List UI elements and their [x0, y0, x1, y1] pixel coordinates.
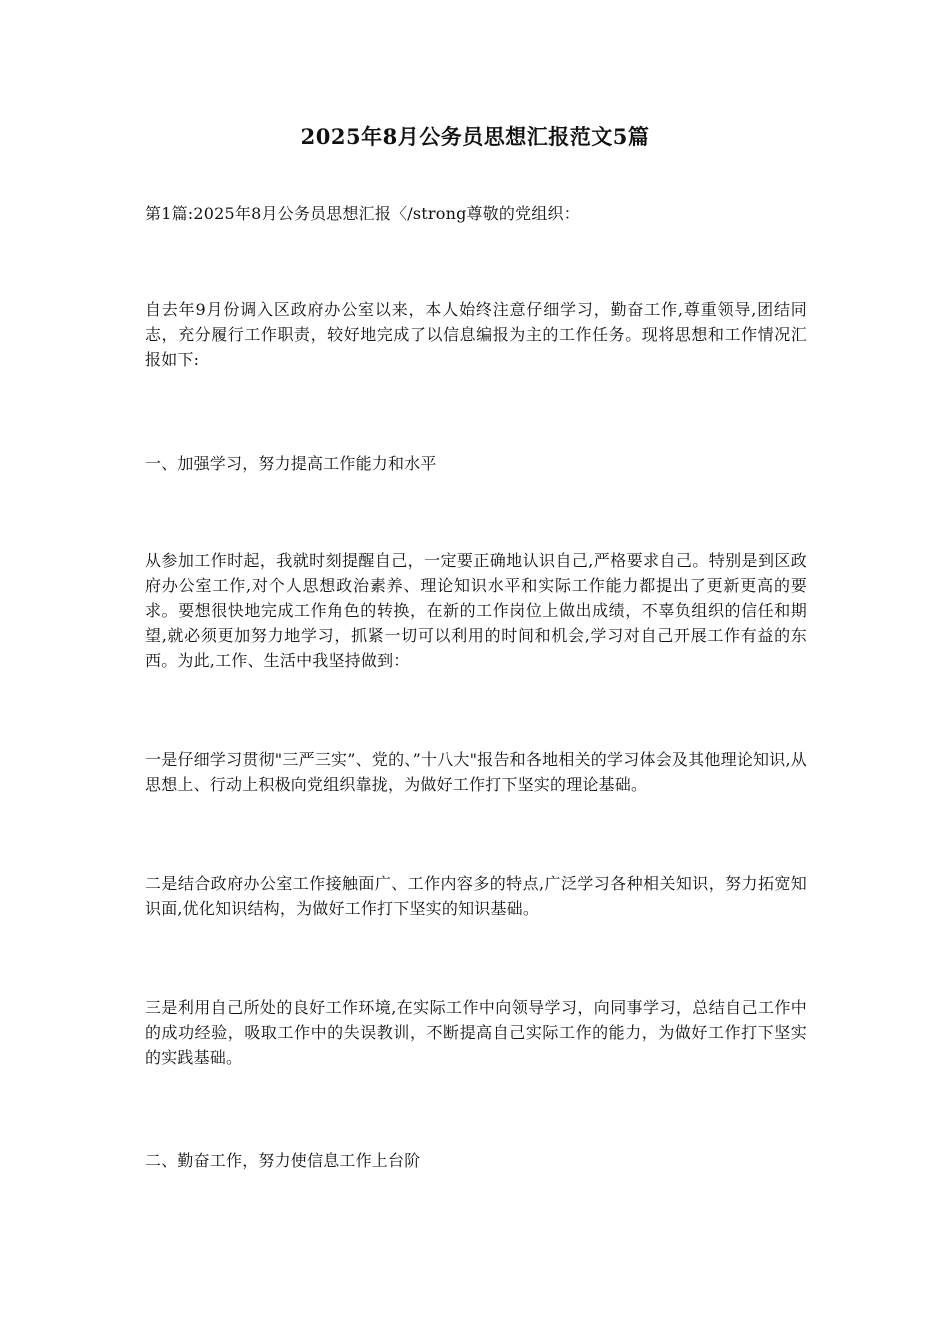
opening-paragraph: 自去年9月份调入区政府办公室以来，本人始终注意仔细学习，勤奋工作,尊重领导,团结同志，充分履行工作职责，较好地完成了以信息编报为主的工作任务。现将思想和工作情况汇报如下:: [145, 300, 807, 369]
body-paragraph: 从参加工作时起，我就时刻提醒自己，一定要正确地认识自己,严格要求自己。特别是到区政府办公室工作,对个人思想政治素养、理论知识水平和实际工作能力都提出了更新更高的要求。要想很快地完成工作角色的转换，在新的工作岗位上做出成绩，不辜负组织的信任和期望,就必须更加努力地学习，抓紧一切可以利用的时间和机会,学习对自己开展工作有益的东西。为此,工作、生活中我坚持做到：: [145, 551, 807, 670]
document-title: 2025年8月公务员思想汇报范文5篇: [300, 124, 650, 149]
section-heading-2: 二、勤奋工作，努力使信息工作上台阶: [145, 1151, 421, 1170]
body-paragraph: 二是结合政府办公室工作接触面广、工作内容多的特点,广泛学习各种相关知识，努力拓宽知识面,优化知识结构，为做好工作打下坚实的知识基础。: [145, 874, 807, 918]
body-paragraph: 三是利用自己所处的良好工作环境,在实际工作中向领导学习，向同事学习，总结自己工作中的成功经验，吸取工作中的失误教训，不断提高自己实际工作的能力，为做好工作打下坚实的实践基础。: [145, 998, 807, 1067]
body-paragraph: 一是仔细学习贯彻"三严三实”、党的、”十八大"报告和各地相关的学习体会及其他理论知识,从思想上、行动上积极向党组织靠拢，为做好工作打下坚实的理论基础。: [145, 750, 807, 794]
section-heading-1: 一、加强学习，努力提高工作能力和水平: [145, 454, 437, 473]
intro-paragraph: 第1篇:2025年8月公务员思想汇报〈/strong尊敬的党组织：: [145, 204, 580, 223]
